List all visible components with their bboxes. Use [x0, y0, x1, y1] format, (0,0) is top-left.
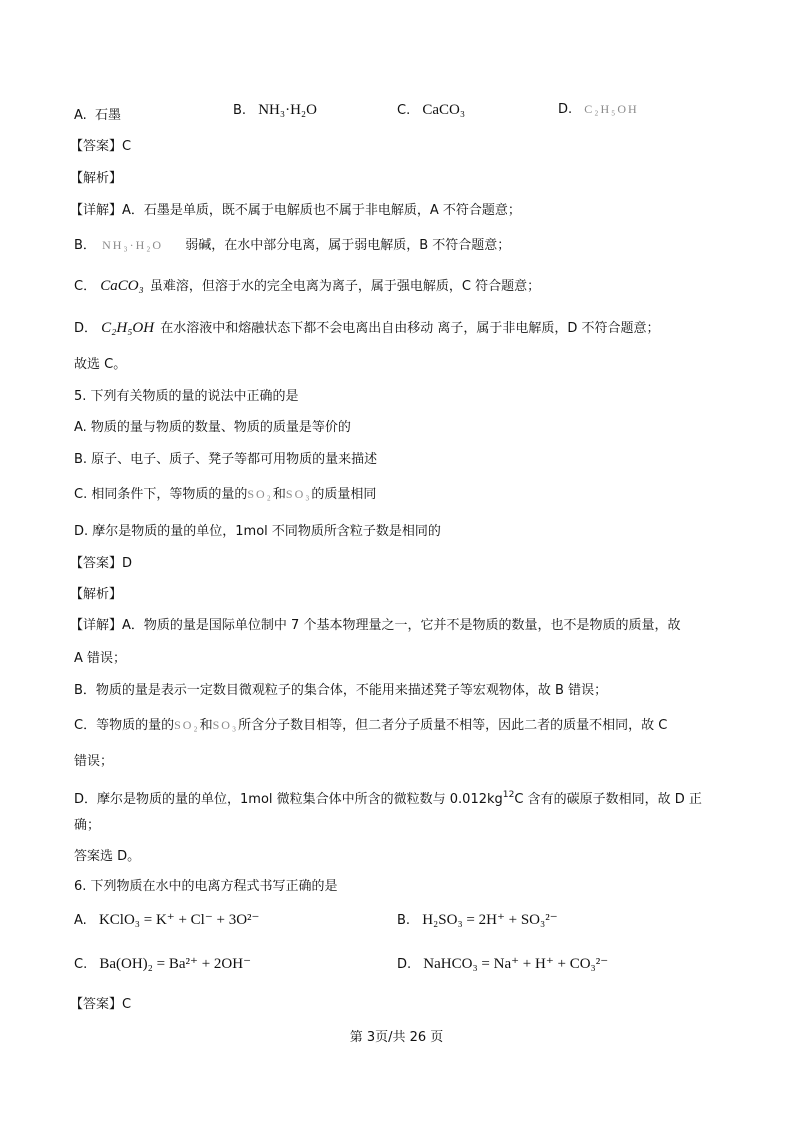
option-text: 和	[272, 487, 286, 502]
q5-detail-line-d2: 确；	[74, 818, 101, 833]
q4-detail-line-a	[70, 202, 521, 220]
formula-so3: SO₃	[285, 487, 312, 501]
q5-detail-line-d	[74, 786, 702, 809]
detail-text: 和	[199, 718, 213, 733]
detail-tag: 【详解】	[70, 618, 123, 633]
equation-baoh2: Ba(OH)₂ = Ba²⁺ + 2OH⁻	[99, 956, 251, 972]
q5-option-c	[74, 485, 376, 504]
detail-text: C．等物质的量的	[74, 718, 175, 733]
q5-detail-line-a2: A 错误；	[74, 651, 127, 666]
q4-detail-line-c	[74, 277, 540, 296]
q6-option-a	[74, 910, 259, 929]
detail-text: 在水溶液中和熔融状态下都不会电离出自由移动 离子，属于非电解质，D 不符合题意；	[160, 321, 660, 336]
option-label: A.	[74, 913, 87, 928]
q4-option-c	[397, 102, 465, 119]
q5-option-d: D. 摩尔是物质的量的单位，1mol 不同物质所含粒子数是相同的	[74, 524, 441, 539]
q4-option-a	[74, 104, 121, 123]
isotope-mass-number: 12	[502, 790, 515, 800]
q5-analysis-tag: 【解析】	[70, 587, 123, 602]
option-label: D.	[558, 102, 573, 117]
option-label: D.	[397, 957, 412, 972]
q5-conclusion: 答案选 D。	[74, 849, 141, 864]
detail-text: 所含分子数目相等，但二者分子质量不相等，因此二者的质量不相同，故 C	[238, 718, 668, 733]
formula-c2h5oh: C₂H₅OH	[101, 320, 155, 336]
q5-detail-line-a1	[70, 617, 680, 635]
q5-option-b: B. 原子、电子、质子、凳子等都可用物质的量来描述	[74, 452, 378, 467]
option-label: A.	[74, 108, 87, 123]
equation-nahco3: NaHCO₃ = Na⁺ + H⁺ + CO₃²⁻	[423, 956, 609, 972]
formula-nh3-h2o: NH₃·H₂O	[258, 102, 317, 118]
q5-detail-line-c	[74, 716, 667, 735]
formula-so3: SO₃	[212, 718, 239, 732]
detail-text: C 含有的碳原子数相同，故 D 正	[514, 792, 702, 807]
formula-caco3: CaCO₃	[422, 102, 466, 118]
formula-so2: SO₂	[247, 487, 273, 501]
option-text: 石墨	[94, 108, 121, 123]
option-label: C.	[397, 103, 411, 118]
q5-option-a: A. 物质的量与物质的数量、物质的质量是等价的	[74, 420, 351, 435]
option-label: B.	[233, 103, 247, 118]
detail-text: A．物质的量是国际单位制中 7 个基本物理量之一，它并不是物质的数量，也不是物质的质量，故	[122, 618, 681, 633]
formula-caco3: CaCO₃	[100, 278, 144, 294]
detail-text: 弱碱，在水中部分电离，属于弱电解质，B 不符合题意；	[185, 238, 511, 253]
formula-so2: SO₂	[174, 718, 200, 732]
q4-option-b	[233, 102, 317, 119]
detail-text: D．摩尔是物质的量的单位，1mol 微粒集合体中所含的微粒数与 0.012kg	[74, 792, 503, 807]
option-label: B.	[397, 913, 411, 928]
detail-text: A．石墨是单质，既不属于电解质也不属于非电解质，A 不符合题意；	[122, 203, 521, 218]
q5-detail-line-c2: 错误；	[74, 754, 114, 769]
q4-option-d	[558, 102, 639, 117]
q6-answer	[70, 996, 131, 1014]
q6-option-c	[74, 954, 251, 973]
option-text: 的质量相同	[311, 487, 377, 502]
answer-tag: 【答案】	[70, 997, 123, 1012]
formula-nh3-h2o: NH₃·H₂O	[102, 238, 164, 252]
formula-c2h5oh: C₂H₅OH	[584, 102, 639, 116]
page-footer: 第 3页/共 26 页	[349, 1030, 444, 1045]
answer-value: C	[122, 139, 132, 154]
detail-label: D．	[74, 321, 98, 336]
answer-value: D	[122, 556, 133, 571]
q4-detail-line-b	[74, 236, 510, 255]
q4-detail-line-d	[74, 319, 660, 338]
answer-tag: 【答案】	[70, 556, 123, 571]
option-text: C. 相同条件下，等物质的量的	[74, 487, 248, 502]
detail-tag: 【详解】	[70, 203, 123, 218]
q5-detail-line-b: B．物质的量是表示一定数目微观粒子的集合体，不能用来描述凳子等宏观物体，故 B 错误；	[74, 683, 608, 698]
q6-option-d	[397, 954, 608, 973]
q5-stem: 5. 下列有关物质的量的说法中正确的是	[74, 389, 299, 404]
option-label: C.	[74, 957, 88, 972]
q6-option-b	[397, 910, 558, 929]
answer-value: C	[122, 997, 132, 1012]
q5-answer	[70, 555, 132, 573]
detail-text: 虽难溶，但溶于水的完全电离为离子，属于强电解质，C 符合题意；	[149, 279, 541, 294]
q4-answer	[70, 138, 131, 156]
q6-stem: 6. 下列物质在水中的电离方程式书写正确的是	[74, 879, 338, 894]
detail-label: C．	[74, 279, 97, 294]
equation-h2so3: H₂SO₃ = 2H⁺ + SO₃²⁻	[422, 912, 558, 928]
q4-analysis-tag: 【解析】	[70, 171, 123, 186]
answer-tag: 【答案】	[70, 139, 123, 154]
equation-kclo3: KClO₃ = K⁺ + Cl⁻ + 3O²⁻	[98, 912, 260, 928]
detail-label: B．	[74, 238, 96, 253]
q4-conclusion: 故选 C。	[74, 357, 127, 372]
